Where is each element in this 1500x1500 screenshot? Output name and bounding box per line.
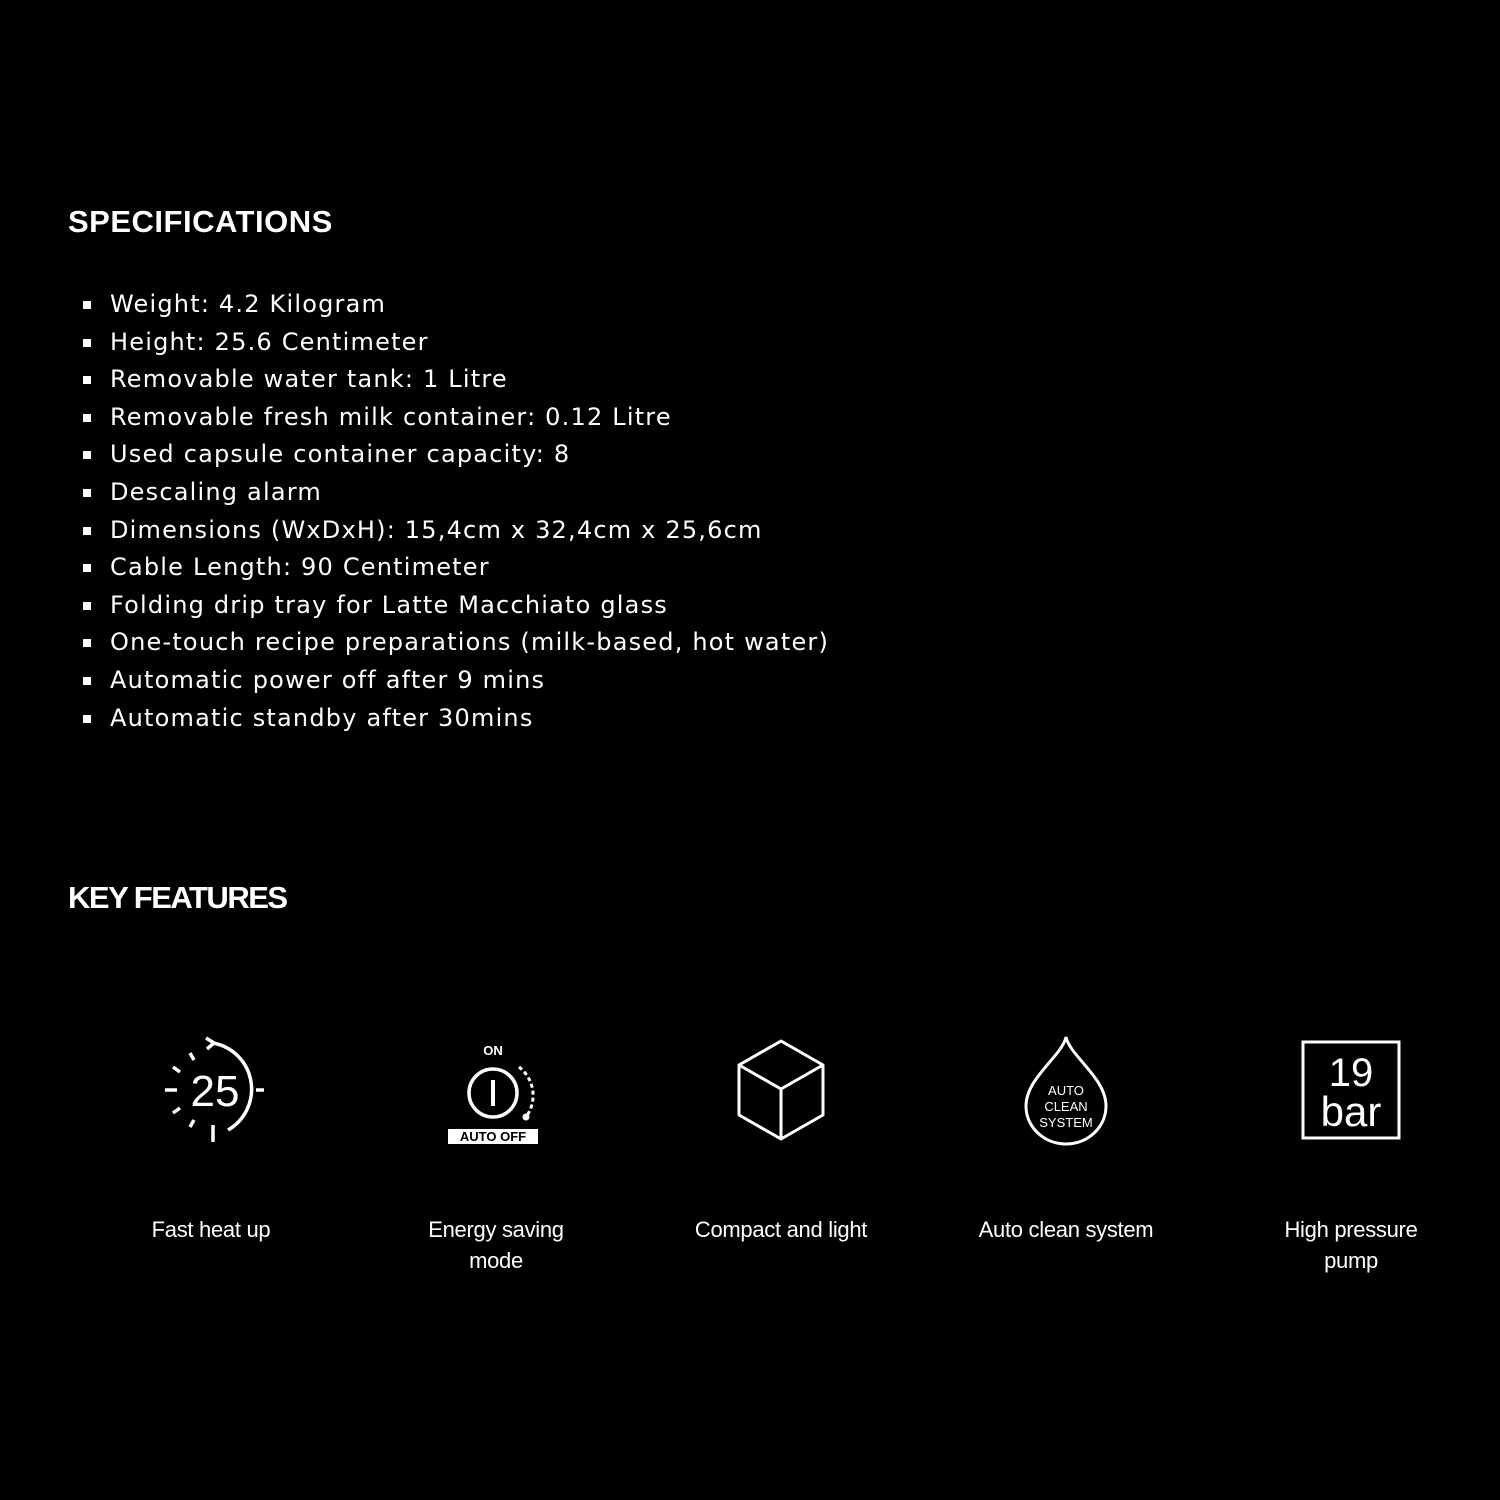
spec-item-text: Used capsule container capacity: 8 bbox=[110, 440, 571, 469]
specifications-heading: SPECIFICATIONS bbox=[68, 204, 333, 239]
spec-item bbox=[80, 587, 829, 625]
spec-item-text: Automatic power off after 9 mins bbox=[110, 665, 546, 694]
spec-item bbox=[80, 399, 829, 437]
water-drop-icon bbox=[946, 1030, 1186, 1150]
drop-icon-text-3: SYSTEM bbox=[1039, 1115, 1093, 1130]
power-icon-on-text: ON bbox=[483, 1043, 503, 1058]
bullet-icon bbox=[83, 414, 91, 422]
bullet-icon bbox=[83, 527, 91, 535]
bar-icon-unit: bar bbox=[1320, 1088, 1382, 1135]
spec-item bbox=[80, 361, 829, 399]
spec-item-text: Dimensions (WxDxH): 15,4cm x 32,4cm x 25,6cm bbox=[110, 515, 763, 544]
key-features-heading: KEY FEATURES bbox=[68, 880, 287, 915]
spec-item bbox=[80, 662, 829, 700]
spec-item bbox=[80, 324, 829, 362]
spec-item bbox=[80, 624, 829, 662]
feature-label: Energy saving mode bbox=[428, 1217, 564, 1273]
spec-item-text: Height: 25.6 Centimeter bbox=[110, 327, 429, 356]
spec-item-text: Automatic standby after 30mins bbox=[110, 703, 534, 732]
spec-item-text: One-touch recipe preparations (milk-based, hot water) bbox=[110, 628, 830, 657]
specifications-list bbox=[80, 286, 829, 737]
bullet-icon bbox=[83, 677, 91, 685]
spec-item-text: Descaling alarm bbox=[110, 477, 322, 506]
bullet-icon bbox=[83, 376, 91, 384]
feature-energy-saving-mode bbox=[376, 1030, 616, 1276]
spec-item-text: Folding drip tray for Latte Macchiato glass bbox=[110, 590, 668, 619]
feature-high-pressure-pump bbox=[1231, 1030, 1471, 1276]
feature-fast-heat-up bbox=[91, 1030, 331, 1245]
spec-item-text: Removable water tank: 1 Litre bbox=[110, 365, 508, 394]
bullet-icon bbox=[83, 639, 91, 647]
bullet-icon bbox=[83, 339, 91, 347]
power-auto-off-icon bbox=[376, 1030, 616, 1150]
feature-label: Compact and light bbox=[694, 1217, 868, 1242]
spec-item bbox=[80, 700, 829, 738]
spec-item-text: Removable fresh milk container: 0.12 Litre bbox=[110, 402, 672, 431]
power-icon-auto-off-text: AUTO OFF bbox=[459, 1129, 527, 1144]
timer-icon-text: 25 bbox=[190, 1067, 240, 1116]
feature-auto-clean-system bbox=[946, 1030, 1186, 1245]
spec-item bbox=[80, 436, 829, 474]
feature-compact-and-light bbox=[661, 1030, 901, 1245]
bullet-icon bbox=[83, 301, 91, 309]
drop-icon-text-1: AUTO bbox=[1048, 1083, 1084, 1098]
spec-item bbox=[80, 512, 829, 550]
bullet-icon bbox=[83, 564, 91, 572]
spec-item bbox=[80, 474, 829, 512]
bar-icon-number: 19 bbox=[1328, 1051, 1374, 1095]
bullet-icon bbox=[83, 602, 91, 610]
feature-label: Auto clean system bbox=[978, 1217, 1154, 1242]
spec-item-text: Weight: 4.2 Kilogram bbox=[110, 290, 387, 318]
spec-item bbox=[80, 286, 829, 324]
pressure-gauge-box-icon bbox=[1231, 1030, 1471, 1150]
cube-icon bbox=[661, 1030, 901, 1150]
feature-label: Fast heat up bbox=[151, 1217, 271, 1242]
fast-heat-up-timer-icon bbox=[91, 1030, 331, 1150]
drop-icon-text-2: CLEAN bbox=[1044, 1099, 1088, 1114]
spec-item-text: Cable Length: 90 Centimeter bbox=[110, 553, 490, 582]
spec-item bbox=[80, 549, 829, 587]
bullet-icon bbox=[83, 489, 91, 497]
bullet-icon bbox=[83, 715, 91, 723]
bullet-icon bbox=[83, 451, 91, 459]
feature-label: High pressure pump bbox=[1284, 1217, 1418, 1273]
